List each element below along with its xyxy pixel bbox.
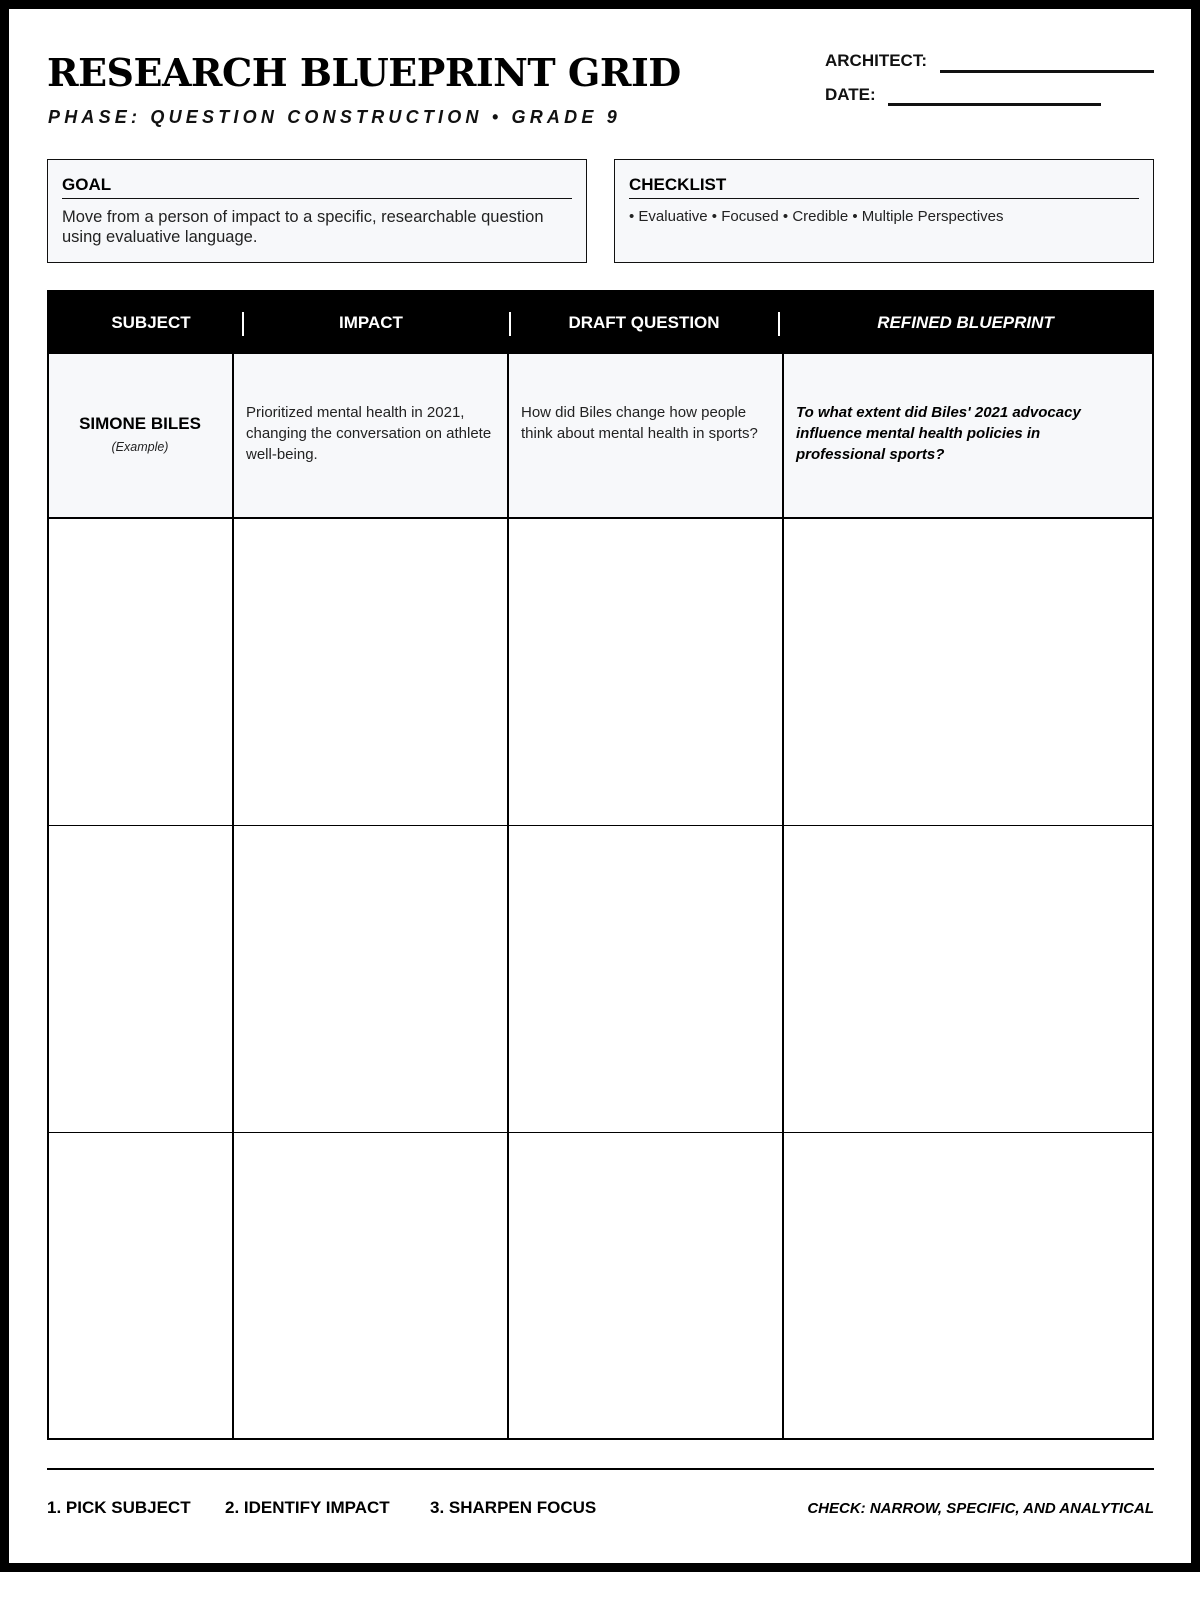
goal-heading: GOAL <box>62 175 572 199</box>
example-row <box>49 354 1152 519</box>
goal-box <box>47 159 587 263</box>
column-divider <box>507 354 509 1438</box>
blank-row-1[interactable] <box>49 519 1152 826</box>
page-subtitle: PHASE: QUESTION CONSTRUCTION • GRADE 9 <box>48 107 621 127</box>
date-label: DATE: <box>825 85 876 104</box>
architect-label: ARCHITECT: <box>825 51 927 70</box>
example-draft: How did Biles change how people think about mental health in sports? <box>521 404 758 442</box>
footer-divider <box>47 1468 1154 1470</box>
column-divider <box>232 354 234 1438</box>
column-header-draft: DRAFT QUESTION <box>568 313 720 332</box>
blank-row-3[interactable] <box>49 1133 1152 1439</box>
checklist-box <box>614 159 1154 263</box>
footer-step-3: 3. SHARPEN FOCUS <box>430 1498 597 1517</box>
footer-check: CHECK: NARROW, SPECIFIC, AND ANALYTICAL <box>807 1500 1154 1517</box>
blueprint-grid <box>47 290 1154 1440</box>
footer-step-2: 2. IDENTIFY IMPACT <box>225 1498 390 1517</box>
architect-field[interactable] <box>940 70 1154 73</box>
goal-text: Move from a person of impact to a specific, researchable question using evaluative language. <box>62 208 544 246</box>
column-header-impact: IMPACT <box>339 313 403 332</box>
footer-step-1: 1. PICK SUBJECT <box>47 1498 191 1517</box>
example-impact: Prioritized mental health in 2021, changing the conversation on athlete well-being. <box>246 404 492 463</box>
date-field[interactable] <box>888 103 1101 106</box>
column-header-refined: REFINED BLUEPRINT <box>877 313 1054 332</box>
grid-header-row <box>49 292 1152 354</box>
column-divider <box>782 354 784 1438</box>
example-note: (Example) <box>111 440 169 454</box>
column-header-subject: SUBJECT <box>111 313 191 332</box>
blank-row-2[interactable] <box>49 826 1152 1133</box>
checklist-text: • Evaluative • Focused • Credible • Multiple Perspectives <box>629 208 1004 225</box>
checklist-heading: CHECKLIST <box>629 175 1139 199</box>
example-subject: SIMONE BILES <box>79 414 201 433</box>
page-title: RESEARCH BLUEPRINT GRID <box>47 50 681 95</box>
example-refined: To what extent did Biles' 2021 advocacy influence mental health policies in professional sports? <box>796 404 1081 463</box>
